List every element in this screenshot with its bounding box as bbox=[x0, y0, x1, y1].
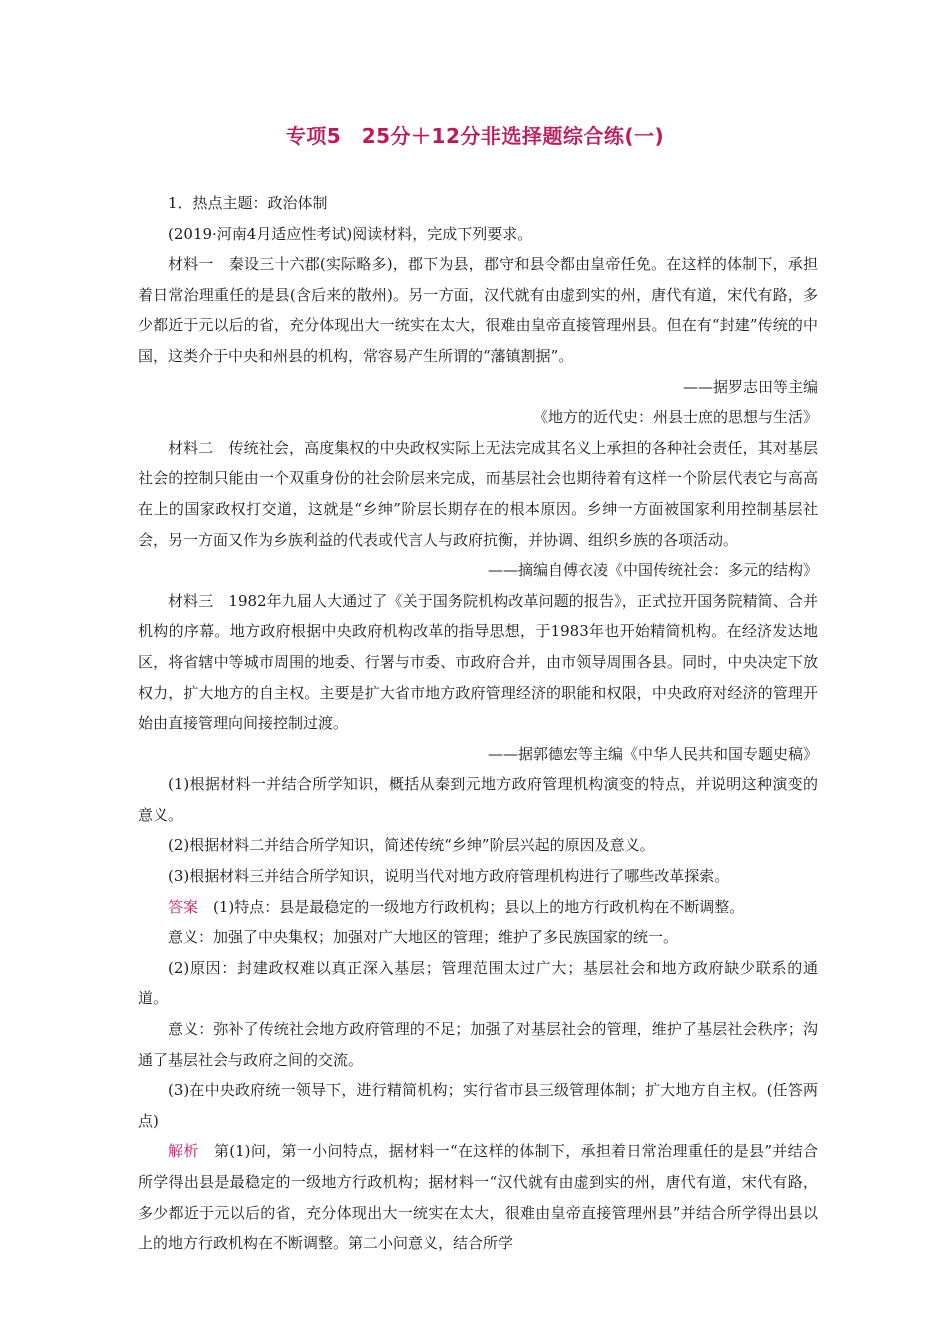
material-2: 材料二 传统社会，高度集权的中央政权实际上无法完成其名义上承担的各种社会责任，其对基层社会的控制只能由一个双重身份的社会阶层来完成，而基层社会也期待着有这样一个阶层代表它与高高在上的国家政权打交道，这就是“乡绅”阶层长期存在的根本原因。乡绅一方面被国家利用控制基层社会，另一方面又作为乡族利益的代表或代言人与政府抗衡，并协调、组织乡族的各项活动。 bbox=[138, 438, 818, 549]
page-title: 专项5 25分＋12分非选择题综合练(一) bbox=[285, 124, 665, 148]
answer-2-meaning: 意义：弥补了传统社会地方政府管理的不足；加强了对基层社会的管理，维护了基层社会秩序；沟通了基层社会与政府之间的交流。 bbox=[138, 1020, 818, 1069]
question-2: (2)根据材料二并结合所学知识，简述传统“乡绅”阶层兴起的原因及意义。 bbox=[168, 836, 655, 855]
material-1-source-book: 《地方的近代史：州县士庶的思想与生活》 bbox=[532, 408, 818, 427]
answer-1-feature bbox=[138, 892, 818, 923]
question-1: (1)根据材料一并结合所学知识，概括从秦到元地方政府管理机构演变的特点，并说明这种演变的意义。 bbox=[138, 775, 818, 824]
answer-1-feature-text: (1)特点：县是最稳定的一级地方行政机构；县以上的地方行政机构在不断调整。 bbox=[198, 897, 745, 916]
answer-2-reason: (2)原因：封建政权难以真正深入基层；管理范围太过广大；基层社会和地方政府缺少联系的通道。 bbox=[138, 958, 818, 1008]
material-1: 材料一 秦设三十六郡(实际略多)，郡下为县，郡守和县令都由皇帝任免。在这样的体制下，承担着日常治理重任的是县(含后来的散州)。另一方面，汉代就有由虚到实的州，唐代有道，宋代有路，多少都近于元以后的省，充分体现出大一统实在太大，很难由皇帝直接管理州县。但在有“封建”传统的中国，这类介于中央和州县的机构，常容易产生所谓的“藩镇割据”。 bbox=[138, 255, 818, 365]
material-3: 材料三 1982年九届人大通过了《关于国务院机构改革问题的报告》，正式拉开国务院精简、合并机构的序幕。地方政府根据中央政府机构改革的指导思想，于1983年也开始精简机构。在经济发达地区，将省辖中等城市周围的地委、行署与市委、市政府合并，由市领导周围各县。同时，中央决定下放权力，扩大地方的自主权。主要是扩大省市地方政府管理经济的职能和权限，中央政府对经济的管理开始由直接管理向间接控制过渡。 bbox=[138, 591, 818, 733]
question-source-exam: (2019·河南4月适应性考试)阅读材料，完成下列要求。 bbox=[168, 224, 533, 243]
analysis-label: 解析 bbox=[168, 1142, 199, 1161]
analysis bbox=[138, 1136, 818, 1258]
question-3: (3)根据材料三并结合所学知识，说明当代对地方政府管理机构进行了哪些改革探索。 bbox=[168, 867, 730, 886]
analysis-text: 第(1)问，第一小问特点，据材料一“在这样的体制下，承担着日常治理重任的是县”并结合所学得出县是最稳定的一级地方行政机构；据材料一“汉代就有由虚到实的州，唐代有道，宋代有路，多少都近于元以后的省，充分体现出大一统实在太大，很难由皇帝直接管理州县”并结合所学得出县以上的地方行政机构在不断调整。第二小问意义，结合所学 bbox=[138, 1142, 818, 1253]
answer-label: 答案 bbox=[168, 897, 199, 916]
question-topic: 1．热点主题：政治体制 bbox=[168, 194, 328, 212]
answer-3: (3)在中央政府统一领导下，进行精简机构；实行省市县三级管理体制；扩大地方自主权。(任答两点) bbox=[138, 1081, 818, 1130]
material-2-source: ——摘编自傅衣凌《中国传统社会：多元的结构》 bbox=[487, 561, 818, 580]
document-body bbox=[138, 188, 818, 1259]
answer-1-meaning: 意义：加强了中央集权；加强对广大地区的管理；维护了多民族国家的统一。 bbox=[168, 928, 679, 947]
material-1-source-editor: ——据罗志田等主编 bbox=[682, 377, 818, 396]
material-3-source: ——据郭德宏等主编《中华人民共和国专题史稿》 bbox=[487, 744, 818, 763]
